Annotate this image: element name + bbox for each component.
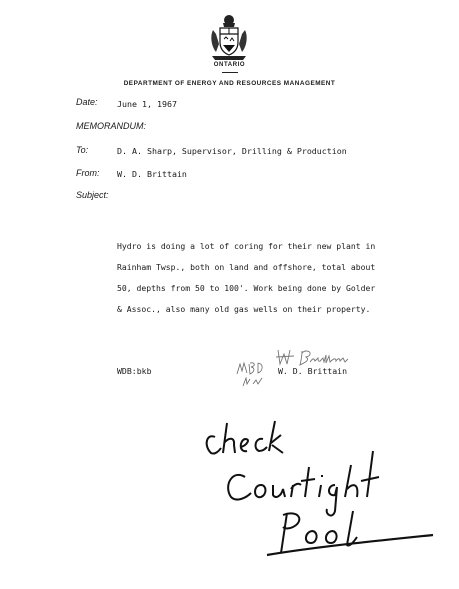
handwritten-note [195,415,445,565]
from-label: From: [76,168,100,178]
header-divider [222,72,238,73]
typist-initials: WDB:bkb [117,366,152,376]
memo-body-paragraph: Hydro is doing a lot of coring for their new plant in Rainham Twsp., both on land and offshore, total about 50, depths from 50 to 100'. Work being done by Golder & Assoc., also many old gas wells on their property. [117,241,376,314]
subject-label: Subject: [76,190,109,200]
date-label: Date: [76,97,98,107]
department-name: DEPARTMENT OF ENERGY AND RESOURCES MANAGEMENT [123,80,336,87]
to-value: D. A. Sharp, Supervisor, Drilling & Production [117,146,347,156]
handwritten-initials [234,358,276,392]
province-name: ONTARIO [213,62,246,68]
date-value: June 1, 1967 [117,99,177,109]
typed-signature: W. D. Brittain [278,366,348,376]
from-value: W. D. Brittain [117,169,187,179]
to-label: To: [76,145,89,155]
memorandum-label: MEMORANDUM: [76,121,146,131]
ontario-coat-of-arms-icon [207,14,251,62]
